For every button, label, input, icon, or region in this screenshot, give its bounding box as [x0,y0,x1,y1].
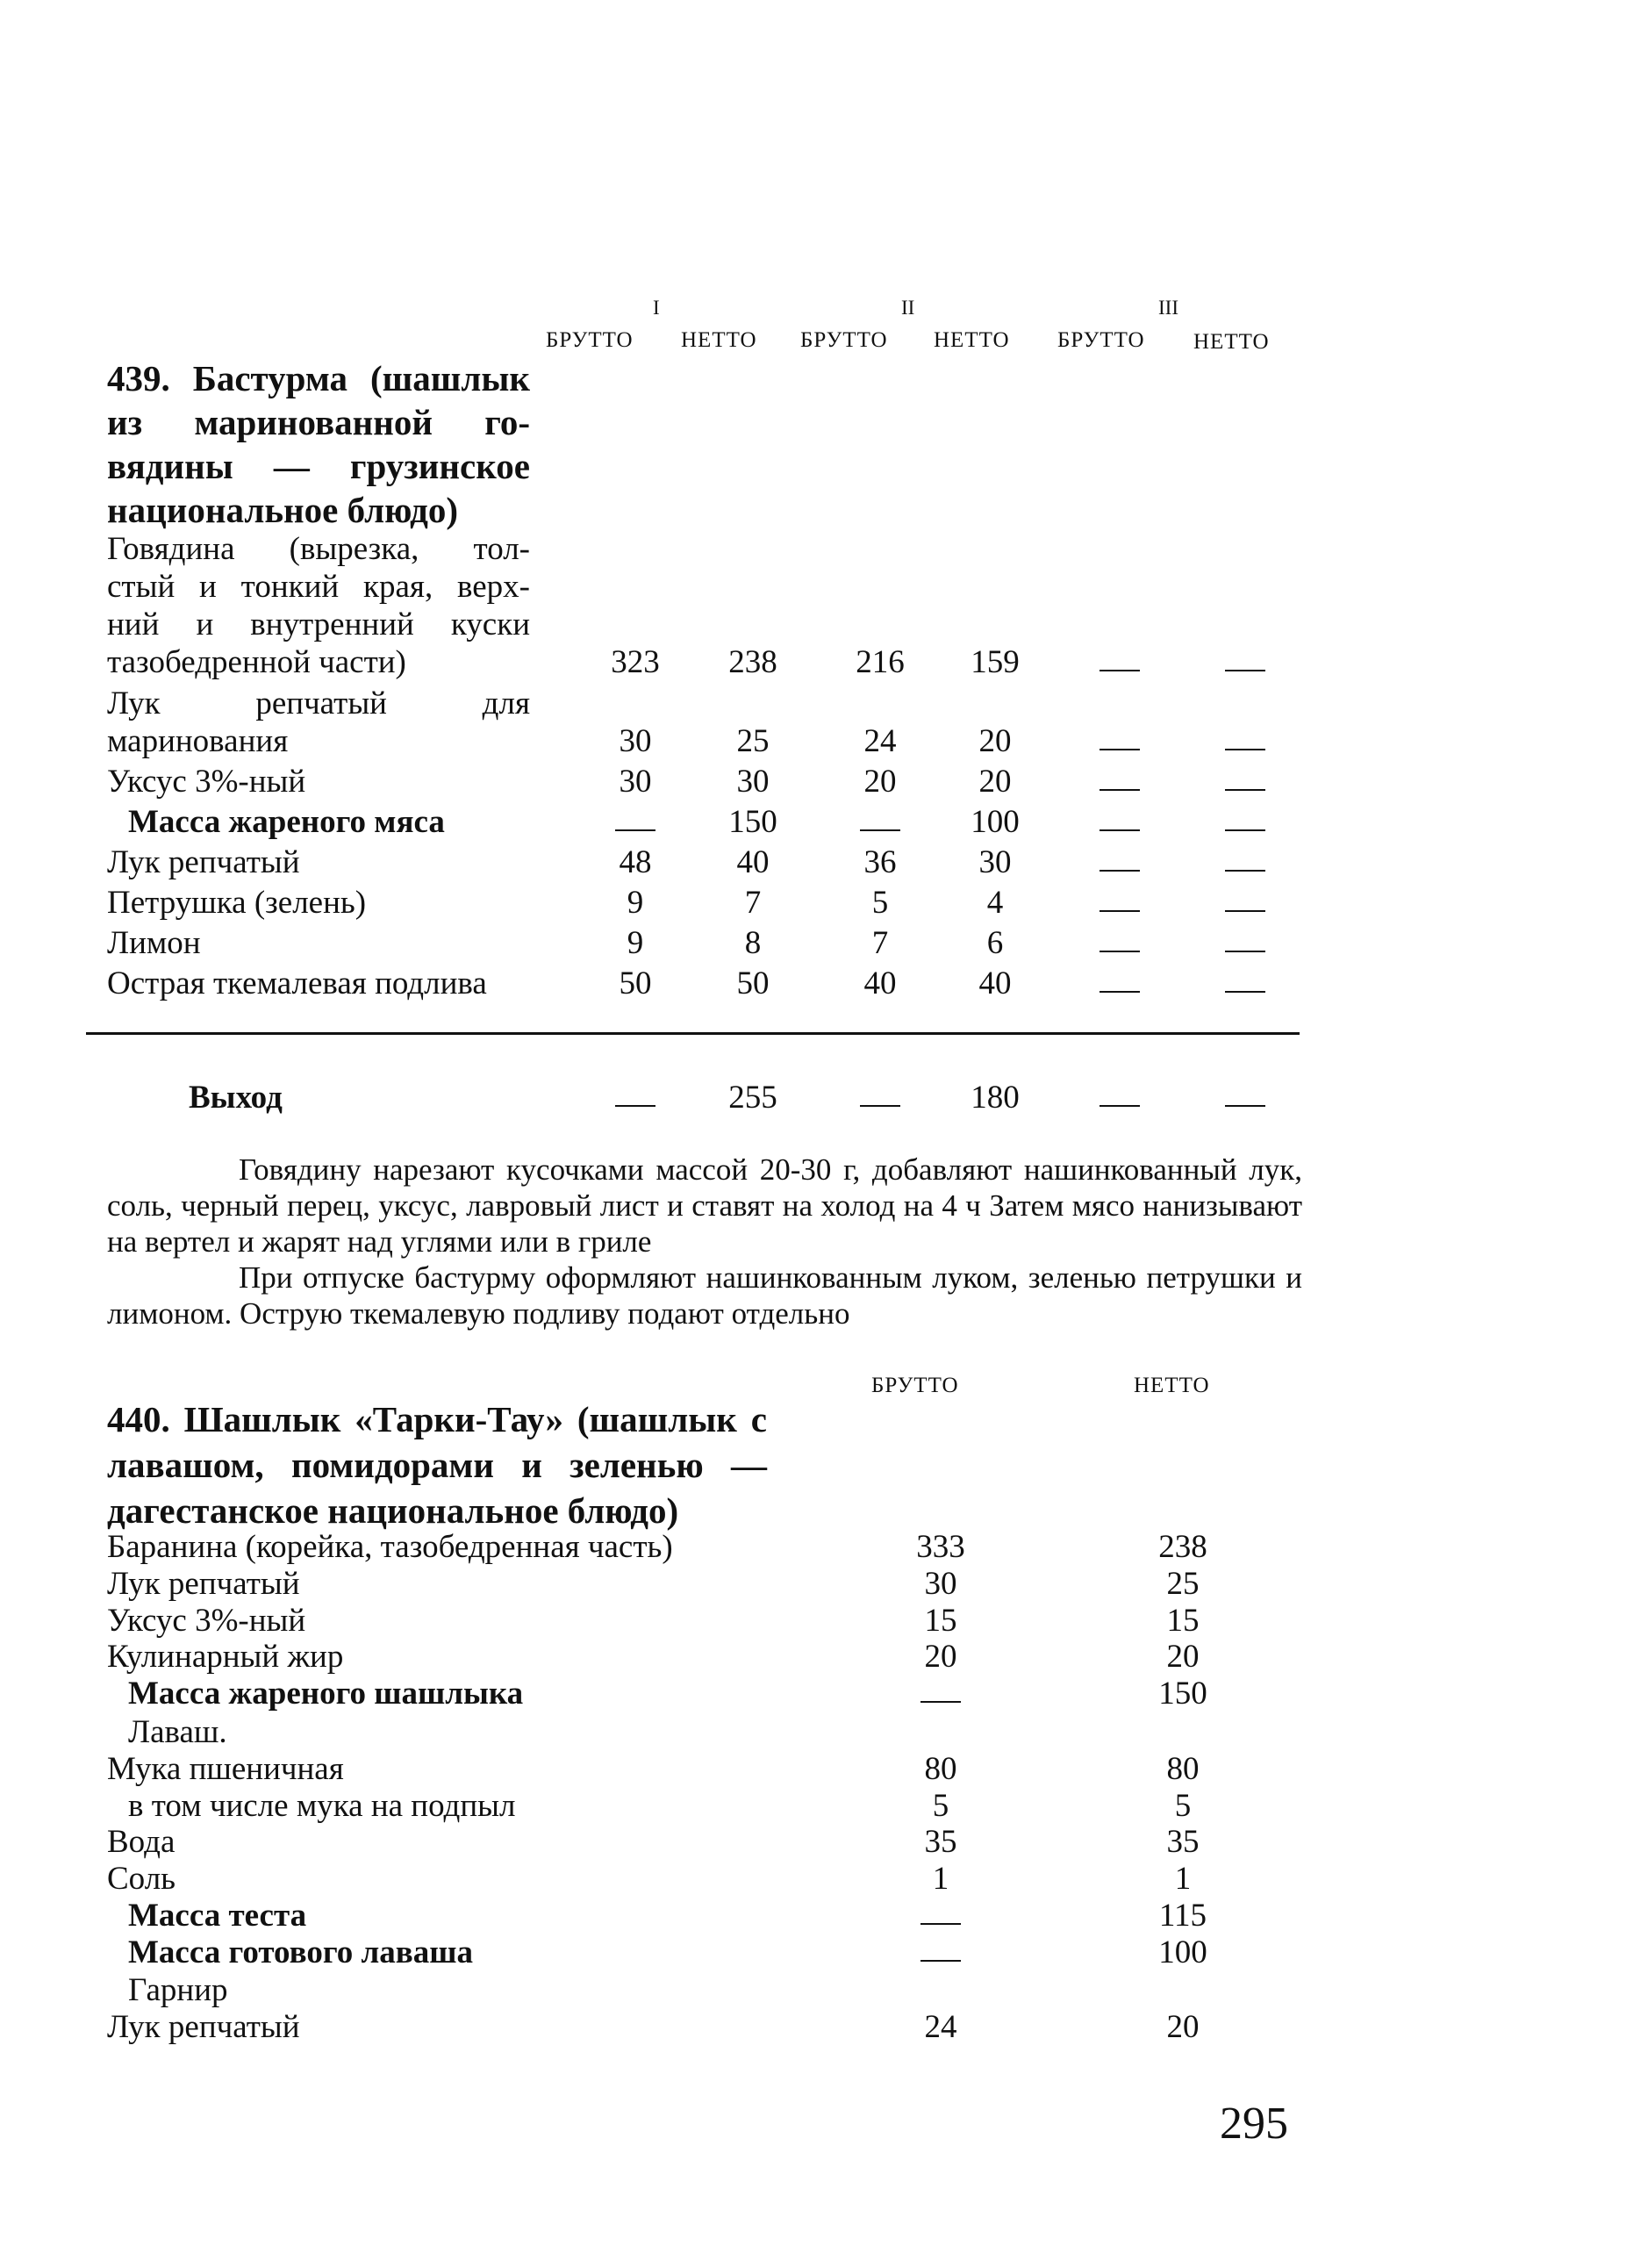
group-label-iii: III [1158,297,1178,319]
ingredient-value: 100 [1158,1934,1207,1970]
col-header-3-netto: НЕТТО [1193,330,1270,354]
output-value: 180 [971,1080,1020,1116]
ingredient-label: маринования [107,723,289,759]
ingredient-value: 30 [619,723,652,759]
ingredient-label: Уксус 3%-ный [107,764,306,800]
ingredient-value: 15 [1166,1603,1200,1639]
title-line: дагестанское национальное блюдо) [107,1490,679,1531]
ingredient-value: 48 [619,844,652,880]
ingredient-value-dash [1100,951,1140,952]
description-paragraph: Говядину нарезают кусочками массой 20-30 г, добавляют нашинкованный лук, соль, черный перец, уксус, лавровый лист и ставят на холод на 4 ч Затем мясо нанизывают на вертел и жарят над углями или в гриле [107,1152,1302,1259]
col-header-2-brutto: БРУТТО [800,328,888,352]
ingredient-value: 35 [1166,1824,1200,1860]
ingredient-value-dash [1100,789,1140,791]
ingredient-value-dash [1100,829,1140,831]
output-value-dash [1225,1105,1265,1107]
output-value-dash [860,1105,900,1107]
description-paragraph: При отпуске бастурму оформляют нашинкованным луком, зеленью петрушки и лимоном. Острую ткемалевую подливу подают отдельно [107,1260,1302,1331]
ingredient-value: 40 [863,965,897,1001]
ingredient-value: 238 [728,644,777,680]
ingredient-value: 80 [1166,1751,1200,1787]
group-label-i: I [653,297,660,319]
ingredient-label: Лук репчатый [107,1566,300,1602]
ingredient-value-dash [920,1923,961,1925]
ingredient-label: Баранина (корейка, тазобедренная часть) [107,1529,673,1565]
ingredient-value-dash [860,829,900,831]
output-value-dash [615,1105,655,1107]
page-number: 295 [1220,2099,1288,2149]
ingredient-value: 150 [728,804,777,840]
ingredient-value-dash [1225,910,1265,912]
ingredient-label: Острая ткемалевая подлива [107,965,487,1001]
ingredient-value: 30 [736,764,770,800]
ingredient-label: Гарнир [128,1972,228,2008]
ingredient-value: 50 [619,965,652,1001]
ingredient-label: Лаваш. [128,1714,227,1750]
recipe-439-title [107,356,530,532]
ingredient-value-dash [920,1701,961,1703]
ingredient-label: Мука пшеничная [107,1751,344,1787]
ingredient-value: 4 [986,885,1004,921]
ingredient-value: 8 [744,925,762,961]
ingredient-label: Лук репчатый [107,844,300,880]
ingredient-value: 25 [1166,1566,1200,1602]
ingredient-value: 20 [1166,2009,1200,2045]
ingredient-value-dash [1225,870,1265,872]
group-label-ii: II [901,297,915,319]
ingredient-value: 50 [736,965,770,1001]
ingredient-value-dash [1225,951,1265,952]
ingredient-value: 40 [978,965,1012,1001]
title-line: из маринованной го- [107,402,530,442]
ingredient-value: 20 [863,764,897,800]
ingredient-value: 30 [619,764,652,800]
ingredient-value-dash [1225,670,1265,671]
recipe-439-description [107,1152,1302,1331]
ingredient-value: 1 [932,1861,949,1897]
title-line: вядины — грузинское [107,446,530,486]
ingredient-value: 6 [986,925,1004,961]
col-header-1-brutto: БРУТТО [546,328,634,352]
ingredient-value: 20 [978,723,1012,759]
output-value: 255 [728,1080,777,1116]
ingredient-value: 323 [611,644,660,680]
table-divider [86,1032,1300,1035]
ingredient-value: 24 [863,723,897,759]
ingredient-label: Соль [107,1861,176,1897]
ingredient-label: стый и тонкий края, верх- [107,569,530,605]
ingredient-value-dash [1100,670,1140,671]
ingredient-value-dash [1100,749,1140,750]
ingredient-value: 1 [1174,1861,1192,1897]
ingredient-value: 25 [736,723,770,759]
ingredient-value: 40 [736,844,770,880]
ingredient-label: Уксус 3%-ный [107,1603,306,1639]
ingredient-label: Лук репчатый [107,2009,300,2045]
output-label: Выход [189,1080,283,1116]
ingredient-value: 7 [744,885,762,921]
ingredient-value: 333 [916,1529,965,1565]
ingredient-value: 9 [627,925,644,961]
ingredient-value: 5 [932,1788,949,1824]
ingredient-value: 20 [1166,1639,1200,1675]
ingredient-label: ний и внутренний куски [107,606,530,642]
ingredient-value: 15 [924,1603,957,1639]
ingredient-label: Лимон [107,925,201,961]
ingredient-value-dash [1225,829,1265,831]
ingredient-value: 5 [871,885,889,921]
title-line: 439. Бастурма (шашлык [107,358,530,398]
col-header-1-netto: НЕТТО [681,328,757,352]
ingredient-value-dash [920,1960,961,1962]
col-header-3-brutto: БРУТТО [1057,328,1145,352]
ingredient-value: 36 [863,844,897,880]
ingredient-value: 216 [856,644,905,680]
ingredient-value: 5 [1174,1788,1192,1824]
recipe-440-title [107,1396,767,1533]
title-line: лавашом, помидорами и зеленью — [107,1445,767,1485]
ingredient-label: в том числе мука на подпыл [128,1788,516,1824]
ingredient-value: 100 [971,804,1020,840]
ingredient-value: 9 [627,885,644,921]
ingredient-value-dash [1225,991,1265,993]
ingredient-label: Вода [107,1824,175,1860]
ingredient-value: 30 [924,1566,957,1602]
ingredient-label: Масса жареного мяса [128,804,445,840]
ingredient-label: Говядина (вырезка, тол- [107,531,530,567]
ingredient-value: 30 [978,844,1012,880]
ingredient-value: 238 [1158,1529,1207,1565]
ingredient-value-dash [615,829,655,831]
ingredient-value: 24 [924,2009,957,2045]
r440-col-header-brutto: БРУТТО [871,1374,959,1397]
ingredient-value: 150 [1158,1676,1207,1712]
ingredient-label: Лук репчатый для [107,685,530,721]
ingredient-label: Петрушка (зелень) [107,885,367,921]
ingredient-value-dash [1225,749,1265,750]
output-value-dash [1100,1105,1140,1107]
r440-col-header-netto: НЕТТО [1134,1374,1210,1397]
ingredient-value: 159 [971,644,1020,680]
title-line: 440. Шашлык «Тарки-Тау» (шашлык с [107,1399,767,1439]
ingredient-value-dash [1100,991,1140,993]
ingredient-value: 20 [978,764,1012,800]
ingredient-label: Масса готового лаваша [128,1934,473,1970]
ingredient-value: 80 [924,1751,957,1787]
ingredient-value-dash [1100,870,1140,872]
ingredient-value: 20 [924,1639,957,1675]
ingredient-value: 115 [1158,1898,1207,1934]
col-header-2-netto: НЕТТО [934,328,1010,352]
ingredient-label: Масса жареного шашлыка [128,1676,524,1712]
ingredient-label: Масса теста [128,1898,307,1934]
ingredient-label: Кулинарный жир [107,1639,344,1675]
title-line: национальное блюдо) [107,490,458,530]
ingredient-value: 7 [871,925,889,961]
ingredient-label: тазобедренной части) [107,644,406,680]
ingredient-value: 35 [924,1824,957,1860]
ingredient-value-dash [1100,910,1140,912]
ingredient-value-dash [1225,789,1265,791]
